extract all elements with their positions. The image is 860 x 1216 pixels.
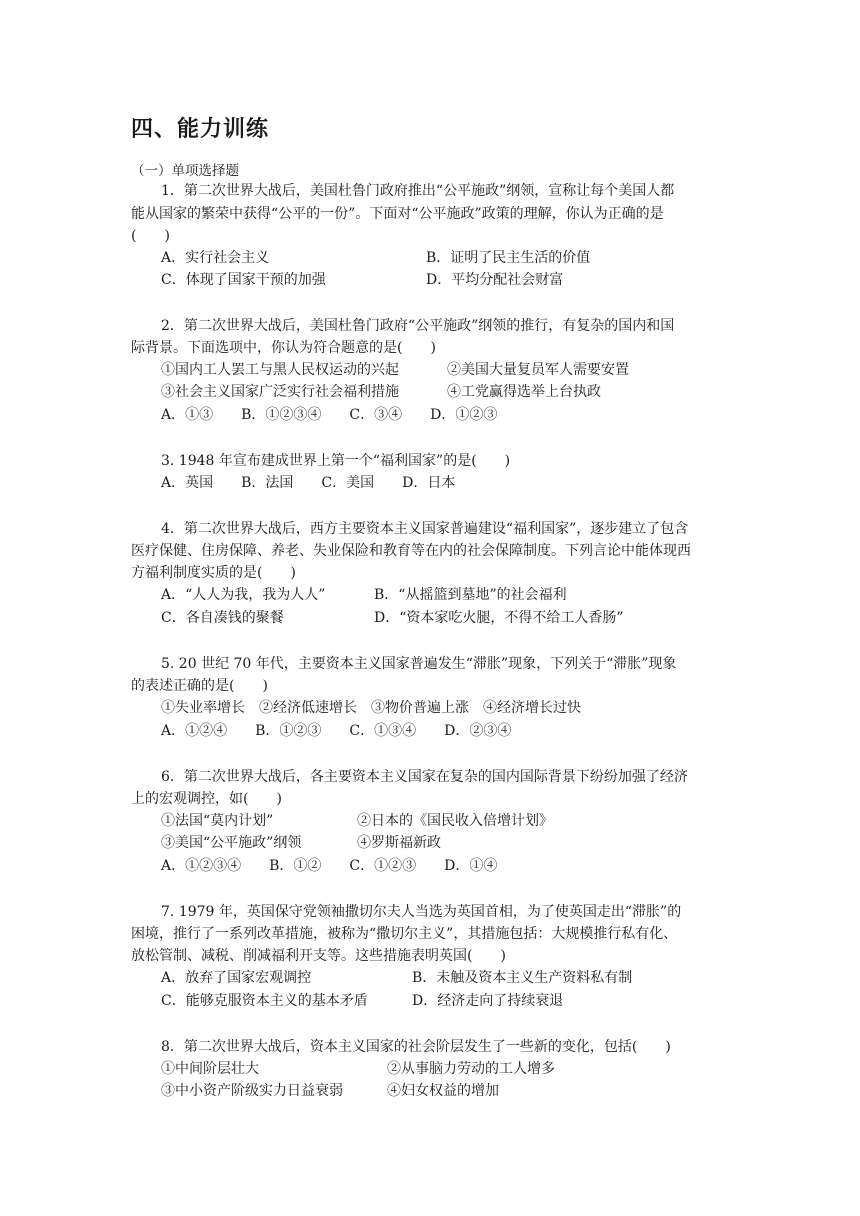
q4-line-1: 4．第二次世界大战后，西方主要资本主义国家普遍建设“福利国家”，逐步建立了包含 (161, 521, 689, 537)
q8-line-1: 8．第二次世界大战后，资本主义国家的社会阶层发生了一些新的变化，包括( ) (161, 1039, 671, 1055)
q5-items: ①失业率增长 ②经济低速增长 ③物价普遍上涨 ④经济增长过快 (161, 700, 581, 716)
q4-option-a: A．“人人为我，我为人人” (161, 587, 326, 603)
q1-option-b: B．证明了民主生活的价值 (426, 250, 591, 266)
q2-item-4: ④工党赢得选举上台执政 (447, 384, 601, 400)
q7-line-1: 7. 1979 年，英国保守党领袖撒切尔夫人当选为英国首相，为了使英国走出“滞胀”的 (161, 904, 682, 920)
q7-line-2: 困境，推行了一系列改革措施，被称为“撒切尔主义”，其措施包括：大规模推行私有化、 (131, 926, 678, 942)
q2-line-1: 2．第二次世界大战后，美国杜鲁门政府“公平施政”纲领的推行，有复杂的国内和国 (161, 318, 675, 334)
q6-item-1: ①法国“莫内计划” (161, 813, 274, 829)
q5-answers: A．①②④ B．①②③ C．①③④ D．②③④ (161, 723, 512, 739)
q7-line-3: 放松管制、减税、削减福利开支等。这些措施表明英国( ) (131, 948, 506, 964)
q7-option-b: B．未触及资本主义生产资料私有制 (412, 970, 633, 986)
q6-line-2: 上的宏观调控，如( ) (131, 791, 282, 807)
q4-option-c: C．各自凑钱的聚餐 (161, 610, 284, 626)
q7-option-d: D．经济走向了持续衰退 (412, 993, 564, 1009)
q6-line-1: 6．第二次世界大战后，各主要资本主义国家在复杂的国内国际背景下纷纷加强了经济 (161, 769, 688, 785)
page-title: 四、能力训练 (131, 117, 270, 142)
q8-item-3: ③中小资产阶级实力日益衰弱 (161, 1083, 343, 1099)
q4-option-b: B．“从摇篮到墓地”的社会福利 (374, 587, 567, 603)
q1-line-3: ( ) (131, 228, 170, 244)
q7-option-a: A．放弃了国家宏观调控 (161, 970, 312, 986)
q1-option-a: A．实行社会主义 (161, 250, 270, 266)
q1-line-2: 能从国家的繁荣中获得“公平的一份”。下面对“公平施政”政策的理解，你认为正确的是 (131, 206, 664, 222)
q5-line-1: 5. 20 世纪 70 年代，主要资本主义国家普遍发生“滞胀”现象，下列关于“滞胀”现象 (161, 656, 677, 672)
q1-line-1: 1．第二次世界大战后，美国杜鲁门政府推出“公平施政”纲领，宣称让每个美国人都 (161, 183, 675, 199)
q6-item-2: ②日本的《国民收入倍增计划》 (357, 813, 553, 829)
q2-item-1: ①国内工人罢工与黑人民权运动的兴起 (161, 362, 399, 378)
section-heading: （一）单项选择题 (131, 163, 239, 179)
q1-option-d: D．平均分配社会财富 (426, 272, 564, 288)
q8-item-2: ②从事脑力劳动的工人增多 (387, 1061, 555, 1077)
q2-line-2: 际背景。下面选项中，你认为符合题意的是( ) (131, 340, 436, 356)
q1-option-c: C．体现了国家干预的加强 (161, 272, 326, 288)
q4-line-2: 医疗保健、住房保障、养老、失业保险和教育等在内的社会保障制度。下列言论中能体现西 (131, 543, 691, 559)
q4-option-d: D．“资本家吃火腿，不得不给工人香肠” (374, 610, 624, 626)
q2-item-2: ②美国大量复员军人需要安置 (447, 362, 629, 378)
q6-item-4: ④罗斯福新政 (357, 835, 441, 851)
q7-option-c: C．能够克服资本主义的基本矛盾 (161, 993, 368, 1009)
q4-line-3: 方福利制度实质的是( ) (131, 565, 296, 581)
q6-answers: A．①②③④ B．①② C．①②③ D．①④ (161, 858, 498, 874)
q3-answers: A．英国 B．法国 C．美国 D．日本 (161, 475, 456, 491)
q5-line-2: 的表述正确的是( ) (131, 678, 268, 694)
q2-item-3: ③社会主义国家广泛实行社会福利措施 (161, 384, 399, 400)
q3-line-1: 3. 1948 年宣布建成世界上第一个“福利国家”的是( ) (161, 453, 511, 469)
q6-item-3: ③美国“公平施政”纲领 (161, 835, 302, 851)
q2-answers: A．①③ B．①②③④ C．③④ D．①②③ (161, 407, 498, 423)
q8-item-1: ①中间阶层壮大 (161, 1061, 259, 1077)
q8-item-4: ④妇女权益的增加 (387, 1083, 499, 1099)
